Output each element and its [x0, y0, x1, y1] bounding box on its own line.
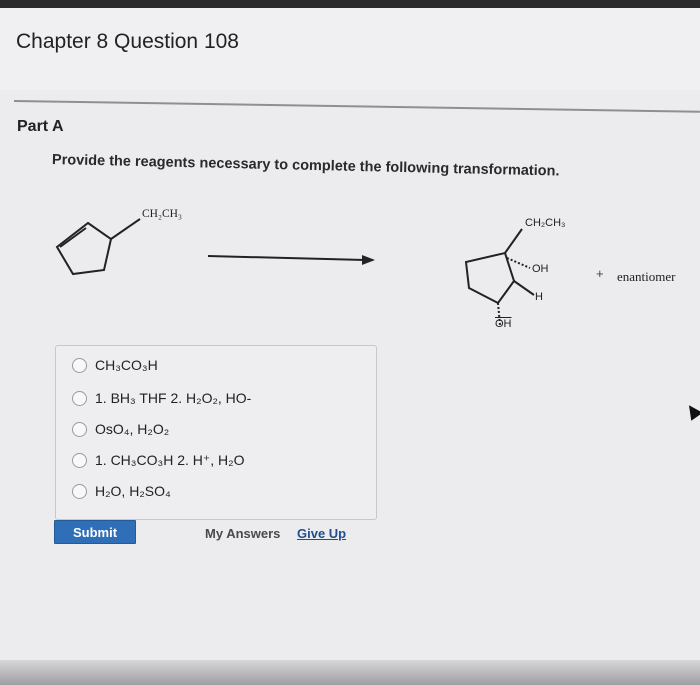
- my-answers-link[interactable]: My Answers: [205, 526, 281, 541]
- option-4[interactable]: [72, 448, 244, 472]
- option-1[interactable]: [72, 353, 158, 377]
- radio-button[interactable]: [72, 484, 87, 499]
- page-title: Chapter 8 Question 108: [16, 30, 239, 53]
- option-label: 1. CH₃CO₃H 2. H⁺, H₂O: [95, 451, 245, 468]
- bottom-edge: [0, 660, 700, 685]
- reaction-arrow: [208, 255, 375, 265]
- answer-options-box: [55, 345, 377, 520]
- question-prompt: Provide the reagents necessary to complete the following transformation.: [51, 152, 560, 180]
- option-3[interactable]: [72, 417, 169, 441]
- radio-button[interactable]: [72, 391, 87, 406]
- substrate-structure: [57, 219, 140, 274]
- radio-button[interactable]: [72, 422, 87, 437]
- plus-sign: +: [596, 266, 604, 281]
- product-ethyl-label: CH₂CH₃: [525, 217, 566, 229]
- radio-button[interactable]: [72, 453, 87, 468]
- substrate-ethyl-label: CH₂CH₃: [142, 208, 182, 220]
- radio-button[interactable]: [72, 358, 87, 373]
- give-up-link[interactable]: Give Up: [297, 526, 347, 541]
- option-label: H₂O, H₂SO₄: [95, 483, 171, 499]
- product-oh-label: OH: [532, 263, 549, 275]
- option-label: CH₃CO₃H: [95, 357, 158, 373]
- product-structure: [466, 229, 534, 325]
- reaction-drawing: [0, 195, 700, 340]
- product-oh2-label: $\overline{OH}$: [495, 318, 512, 330]
- option-5[interactable]: [72, 479, 171, 503]
- product-h-label: H: [535, 291, 543, 303]
- divider: [14, 100, 700, 113]
- option-label: OsO₄, H₂O₂: [95, 421, 170, 437]
- option-label: 1. BH₃ THF 2. H₂O₂, HO-: [95, 390, 252, 406]
- top-bezel: [0, 0, 700, 8]
- cursor-icon: [683, 401, 700, 420]
- part-title: Part A: [17, 118, 64, 135]
- option-2[interactable]: [72, 386, 251, 410]
- reaction-scheme: [0, 195, 700, 340]
- submit-button[interactable]: Submit: [54, 520, 136, 544]
- enantiomer-label: enantiomer: [617, 269, 676, 284]
